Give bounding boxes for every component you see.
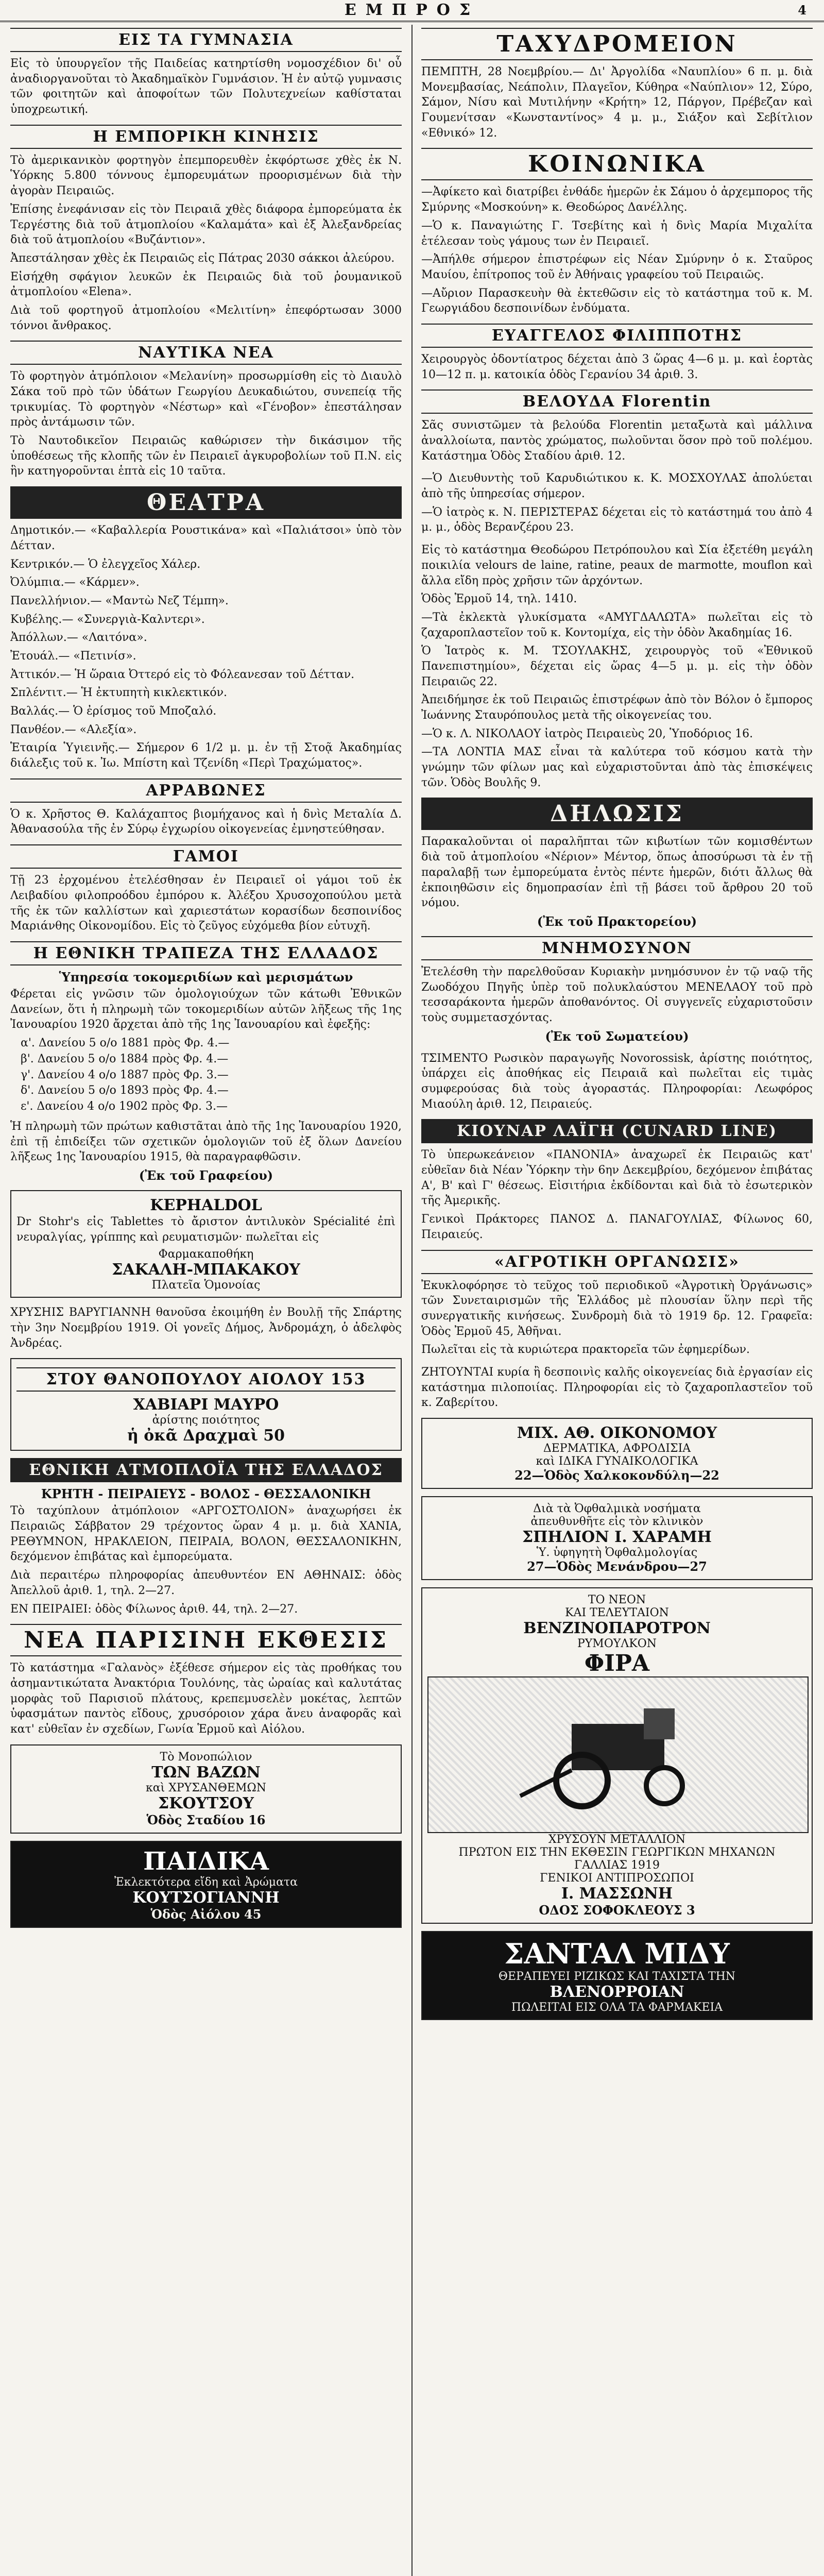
- article-text: Ὁ κ. Χρῆστος Θ. Καλάχαπτος βιομήχανος καὶ ἡ δνὶς Μεταλία Δ. Ἀθανασούλα τῆς ἐν Σύρῳ ἐγχωρίου οἰκογενείας ἐμνηστεύθησαν.: [10, 807, 402, 836]
- article-text: Τὸ ὑπερωκεάνειον «ΠΑΝΟΝΙΑ» ἀναχωρεῖ ἐκ Πειραιῶς κατ' εὐθεῖαν διὰ Νέαν Ὑόρκην τὴν 6ην Δεκεμβρίου, δεχόμενον ἐπιβάτας Α', Β' καὶ Γ' θέσεως. Εἰσιτήρια ἐκδίδονται καὶ διὰ τὸ ἐσωτερικὸν τῆς Ἀμερικῆς.: [421, 1148, 813, 1208]
- ad-text: ΘΕΡΑΠΕΥΕΙ ΡΙΖΙΚΩΣ ΚΑΙ ΤΑΧΙΣΤΑ ΤΗΝ: [498, 1970, 736, 1983]
- list-item: α'. Δανείου 5 ο/ο 1881 πρὸς Φρ. 4.—: [21, 1036, 230, 1049]
- social-item: —Ἀπήλθε σήμερον ἐπιστρέφων εἰς Νέαν Σμύρνην ὁ κ. Σταῦρος Μαυίου, ἐπίτροπος τοῦ ἐν Ἀθήναις γραφείου τοῦ Πειραιῶς.: [421, 253, 813, 281]
- article-text: Τὸ ἀμερικανικὸν φορτηγὸν ἐπεμπορευθὲν ἐκφόρτωσε χθὲς ἐκ Ν. Ὑόρκης 5.800 τόννους ἐμπορευμάτων προορισμένων διὰ τὴν ἀγορὰν Πειραιῶς.: [10, 154, 402, 198]
- commerce-article: [10, 125, 402, 334]
- ad-address: ΟΔΟΣ ΣΟΦΟΚΛΕΟΥΣ 3: [539, 1903, 695, 1918]
- attribution: (Ἐκ τοῦ Γραφείου): [139, 1167, 273, 1183]
- ad-text: ΠΡΩΤΟΝ ΕΙΣ ΤΗΝ ΕΚΘΕΣΙΝ ΓΕΩΡΓΙΚΩΝ ΜΗΧΑΝΩΝ: [458, 1846, 776, 1859]
- article-text: ΖΗΤΟΥΝΤΑΙ κυρία ἢ δεσποινὶς καλῆς οἰκογενείας διὰ ἐργασίαν εἰς κατάστημα πιλοποιίας. Πληροφορίαι εἰς τὸ ζαχαροπλαστεῖον τοῦ κ. Ζαβερίτου.: [421, 1365, 813, 1410]
- column-divider: [411, 25, 413, 2576]
- theatre-item: Δημοτικόν.— «Καβαλλερία Ρουστικάνα» καὶ «Παλιάτσοι» ὑπὸ τὸν Δέτταν.: [10, 524, 402, 552]
- ad-address: Πλατεῖα Ὁμονοίας: [151, 1279, 261, 1292]
- theatre-item: Ἀπόλλων.— «Λαιτόνα».: [10, 631, 147, 645]
- section-subheading: Ὑπηρεσία τοκομεριδίων καὶ μερισμάτων: [59, 969, 353, 985]
- section-heading: «ΑΓΡΟΤΙΚΗ ΟΡΓΑΝΩΣΙΣ»: [421, 1250, 813, 1274]
- ad-title: ΣΑΝΤΑΛ ΜΙΔΥ: [504, 1937, 730, 1970]
- doctor-ad: [421, 1418, 813, 1489]
- ad-text: ΤΟ ΝΕΟΝ: [588, 1594, 646, 1606]
- social-news: [421, 148, 813, 316]
- ad-text: ΧΡΥΣΟΥΝ ΜΕΤΑΛΛΙΟΝ: [548, 1833, 686, 1846]
- post-office: [421, 28, 813, 141]
- caviar-ad: [10, 1358, 402, 1451]
- article-text: Εἰς τὸ κατάστημα Θεοδώρου Πετρόπουλου καὶ Σία ἐξετέθη μεγάλη ποικιλία velours de laine, ratine, peaux de marmotte, mouflon καὶ ἄλλα εἴδη πρὸς χρῆσιν τῶν ἀρχόντων.: [421, 544, 813, 587]
- article-text: Ἐπίσης ἐνεφάνισαν εἰς τὸν Πειραιᾶ χθὲς διάφορα ἐμπορεύματα ἐκ Τεργέστης διὰ τοῦ ἀτμοπλοίου «Καλαμάτα» καὶ ἐξ Ἀλεξανδρείας διὰ τοῦ ἀτμοπλοίου «Βυζάντιον».: [10, 202, 402, 247]
- article-text: Φέρεται εἰς γνῶσιν τῶν ὁμολογιούχων τῶν κάτωθι Ἐθνικῶν Δανείων, ὅτι ἡ πληρωμὴ τῶν τοκομεριδίων αὐτῶν λῆξεως τῆς 1ης Ἰανουαρίου 1920 ἄρχεται ἀπὸ τῆς 1ης Ἰανουαρίου καὶ ἐφεξῆς:: [10, 987, 402, 1031]
- ad-title: KEPHALDOL: [150, 1196, 262, 1214]
- social-item: —Ἀφίκετο καὶ διατρίβει ἐνθάδε ἡμερῶν ἐκ Σάμου ὁ ἀρχεμπορος τῆς Σμύρνης «Μοσκούνη» κ. Θεοδώρος Δανέλλης.: [421, 185, 813, 214]
- section-heading: Η ΕΜΠΟΡΙΚΗ ΚΙΝΗΣΙΣ: [10, 125, 402, 149]
- section-heading: ΔΗΛΩΣΙΣ: [421, 798, 813, 830]
- article-text: —ΤΑ ΛΟΝΤΙΑ ΜΑΣ εἶναι τὰ καλύτερα τοῦ κόσμου κατὰ τὴν γνώμην τῶν φίλων μας καὶ εὐχαριστοῦνται ἀπὸ τὰς ἐπισκέψεις τῶν. Ὁδὸς Βουλῆς 9.: [421, 745, 813, 789]
- theatre-item: Κυβέλης.— «Συνεργιὰ-Καλντερι».: [10, 613, 205, 626]
- ad-brand: ΣΚΟΥΤΣΟΥ: [158, 1794, 254, 1812]
- ad-title: ΒΕΝΖΙΝΟΠΑΡΟΤΡΟΝ: [523, 1619, 711, 1637]
- section-heading: ΘΕΑΤΡΑ: [10, 486, 402, 519]
- ad-text: Dr Stohr's εἰς Tablettes τὸ ἄριστον ἀντιλυκὸν Spécialité ἐπὶ νευραλγίας, γρίππης καὶ ρευματισμῶν· πωλεῖται εἰς: [16, 1215, 396, 1244]
- list-item: β'. Δανείου 5 ο/ο 1884 πρὸς Φρ. 4.—: [21, 1052, 229, 1065]
- tractor-illustration: [427, 1676, 809, 1833]
- page-number: 4: [798, 3, 816, 18]
- misc-notices: [421, 471, 813, 535]
- ad-brand: Ι. ΜΑΣΣΩΝΗ: [561, 1885, 673, 1903]
- list-item: γ'. Δανείου 4 ο/ο 1887 πρὸς Φρ. 3.—: [21, 1068, 229, 1081]
- cunard-line: [421, 1119, 813, 1242]
- article-text: Εἰς τὸ ὑπουργεῖον τῆς Παιδείας κατηρτίσθη νομοσχέδιον δι' οὗ ἀναδιοργανοῦται τὸ Ἀκαδημαϊκὸν Γυμνάσιον. Ἡ ἐν αὐτῷ γυμνασις τῶν φοιτητῶν καὶ ἀποφοίτων τῶν Πολυτεχνείων καθίσταται ὑποχρεωτική.: [10, 57, 402, 116]
- ad-title: ΜΙΧ. ΑΘ. ΟΙΚΟΝΟΜΟΥ: [517, 1424, 717, 1442]
- section-heading: ΒΕΛΟΥΔΑ Florentin: [421, 389, 813, 414]
- theatre-item: Ἐτουάλ.— «Πετινίσ».: [10, 649, 136, 663]
- route: ΚΡΗΤΗ - ΠΕΙΡΑΙΕΥΣ - ΒΟΛΟΣ - ΘΕΣΣΑΛΟΝΙΚΗ: [41, 1486, 371, 1502]
- ad-text: ΡΥΜΟΥΛΚΟΝ: [577, 1637, 657, 1650]
- attribution: (Ἐκ τοῦ Σωματείου): [545, 1028, 689, 1044]
- ad-heading: ΣΤΟΥ ΘΑΝΟΠΟΥΛΟΥ ΑΙΟΛΟΥ 153: [16, 1367, 396, 1392]
- ad-text: ΠΩΛΕΙΤΑΙ ΕΙΣ ΟΛΑ ΤΑ ΦΑΡΜΑΚΕΙΑ: [511, 2001, 723, 2014]
- ad-title: ΤΩΝ ΒΑΖΩΝ: [151, 1763, 261, 1782]
- article-text: Γενικοὶ Πράκτορες ΠΑΝΟΣ Δ. ΠΑΝΑΓΟΥΛΙΑΣ, Φίλωνος 60, Πειραιεύς.: [421, 1213, 813, 1241]
- article-text: Τὸ ταχύπλουν ἀτμόπλοιον «ΑΡΓΟΣΤΟΛΙΟΝ» ἀναχωρήσει ἐκ Πειραιῶς Σάββατον 29 τρέχοντος ὥραν 4 μ. μ. διὰ ΧΑΝΙΑ, ΡΕΘΥΜΝΟΝ, ΗΡΑΚΛΕΙΟΝ, ΠΕΙΡΑΙΑ, ΒΟΛΟΝ, ΘΕΣΣΑΛΟΝΙΚΗΝ, δεχόμενον ἐπιβάτας καὶ ἐμπορεύματα.: [10, 1504, 402, 1564]
- left-column: [10, 25, 402, 2576]
- theatre-item: Σπλέντιτ.— Ἡ ἐκτυπητὴ κικλεκτικόν.: [10, 686, 227, 700]
- ad-price: ἡ ὀκᾶ Δραχμαὶ 50: [127, 1427, 285, 1445]
- article-text: Ἡ πληρωμὴ τῶν πρώτων καθιστᾶται ἀπὸ τῆς 1ης Ἰανουαρίου 1920, ἐπὶ τῇ ἐπιδείξει τῶν σχετικῶν ὁμολογιῶν τοῦ ἐξ ὅλων Δανείου λῆξεως 1ης Ἰανουαρίου 1915, θὰ παραγραφθῶσιν.: [10, 1120, 402, 1164]
- theatre-item: Πανελλήνιον.— «Μαντὼ Νεζ Τέμπη».: [10, 594, 229, 607]
- article-text: Παρακαλοῦνται οἱ παραλῆπται τῶν κιβωτίων τῶν κομισθέντων διὰ τοῦ ἀτμοπλοίου «Νέριον» Μέντορ, ὅπως ἀποσύρωσι τὰ ἐν τῇ παραλαβῇ των ἐμπορεύματα ἐντὸς πέντε ἡμερῶν, διότι ἄλλως θὰ ἐκποιηθῶσιν εἰς δημοπρασίαν ἐπὶ τῇ βάσει τοῦ ἄρθρου 20 τοῦ νόμου.: [421, 835, 813, 910]
- ad-address: Ὁδὸς Σταδίου 16: [146, 1812, 266, 1827]
- engagements: [10, 778, 402, 837]
- article-text: Ἐκυκλοφόρησε τὸ τεῦχος τοῦ περιοδικοῦ «Ἀγροτικὴ Ὀργάνωσις» τῶν Συνεταιρισμῶν τῆς Ἑλλάδος μὲ πλουσίαν ὕλην περὶ τῆς συνεργατικῆς κινήσεως. Συνδρομὴ διὰ τὸ 1919 δρ. 12. Γραφεῖα: Ὁδὸς Ἐρμοῦ 45, Ἀθῆναι.: [421, 1279, 813, 1338]
- attribution: (Ἐκ τοῦ Πρακτορείου): [537, 913, 697, 929]
- ad-text: Διὰ τὰ Ὀφθαλμικὰ νοσήματα: [533, 1502, 701, 1515]
- ad-brand: ΣΠΗΛΙΟΝ Ι. ΧΑΡΑΜΗ: [522, 1528, 712, 1546]
- article-text: —Τὰ ἐκλεκτὰ γλυκίσματα «ΑΜΥΓΔΑΛΩΤΑ» πωλεῖται εἰς τὸ ζαχαροπλαστεῖον τοῦ κ. Κοντομίχα, εἰς τὴν ὁδὸν Ἀκαδημίας 16.: [421, 611, 813, 639]
- tractor-icon: [510, 1693, 726, 1817]
- dentist-notice: [421, 324, 813, 382]
- ophthalmology-ad: [421, 1496, 813, 1580]
- theatre-item: Κεντρικόν.— Ὁ ἐλεγχεῖος Χάλερ.: [10, 557, 201, 571]
- ad-address: 22—Ὁδὸς Χαλκοκονδύλη—22: [514, 1468, 719, 1483]
- section-heading: ΜΝΗΜΟΣΥΝΟΝ: [421, 936, 813, 960]
- article-text: ΤΣΙΜΕΝΤΟ Ρωσικὸν παραγωγῆς Novorossisk, ἀρίστης ποιότητος, ὑπάρχει εἰς ἀποθήκας εἰς Πειραιᾶ καὶ πωλεῖται εἰς τιμὰς συμφερούσας διὰ τοὺς ἀγοραστάς. Πληροφορίαι: Λεωφόρος Μιαούλη ἀριθ. 12, Πειραιεύς.: [421, 1052, 813, 1111]
- article-text: —Ὁ Διευθυντὴς τοῦ Καρυδιώτικου κ. Κ. ΜΟΣΧΟΥΛΑΣ ἀπολύεται ἀπὸ τῆς ὑπηρεσίας σήμερον.: [421, 472, 813, 501]
- gymnasia-article: [10, 28, 402, 117]
- ad-text: ἀπευθυνθῆτε εἰς τὸν κλινικὸν: [530, 1515, 703, 1528]
- article-text: Ὁδὸς Ἑρμοῦ 14, τηλ. 1410.: [421, 592, 577, 606]
- article-text: —Ὁ κ. Λ. ΝΙΚΟΛΑΟΥ ἰατρὸς Πειραιεὺς 20, Ὑποδόριος 16.: [421, 727, 753, 740]
- article-text: —Ὁ ἰατρὸς κ. Ν. ΠΕΡΙΣΤΕΡΑΣ δέχεται εἰς τὸ κατάστημά του ἀπὸ 4 μ. μ., ὁδὸς Βερανζέρου 23.: [421, 505, 813, 534]
- naval-news: [10, 341, 402, 479]
- shipping-notice: [10, 1458, 402, 1617]
- article-text: Ἀπειδήμησε ἐκ τοῦ Πειραιῶς ἐπιστρέφων ἀπὸ τὸν Βόλον ὁ ἔμπορος Ἰωάννης Σταυρόπουλος μετὰ τῆς οἰκογενείας του.: [421, 693, 813, 722]
- wanted-notice: [421, 1365, 813, 1411]
- article-text: Χειρουργὸς ὀδοντίατρος δέχεται ἀπὸ 3 ὥρας 4—6 μ. μ. καὶ ἑορτὰς 10—12 π. μ. κατοικία ὁδὸς Γερανίου 34 ἀριθ. 3.: [421, 352, 813, 381]
- theatre-item: Ἑταιρία Ὑγιεινῆς.— Σήμερον 6 1/2 μ. μ. ἐν τῇ Στοᾷ Ἀκαδημίας διάλεξις τοῦ κ. Ἰω. Μπίστη καὶ Τζενίδη «Περὶ Τραχώματος».: [10, 741, 402, 770]
- ad-text: Ὑ. ὑφηγητὴ Ὀφθαλμολογίας: [536, 1546, 698, 1559]
- right-column: [421, 25, 813, 2576]
- section-heading: ΤΑΧΥΔΡΟΜΕΙΟΝ: [421, 28, 813, 60]
- cement-notice: [421, 1051, 813, 1112]
- ad-text: καὶ ΙΔΙΚΑ ΓΥΝΑΙΚΟΛΟΓΙΚΑ: [536, 1455, 698, 1468]
- kephaldol-ad: [10, 1190, 402, 1298]
- article-text: Ἐτελέσθη τὴν παρελθοῦσαν Κυριακὴν μνημόσυνον ἐν τῷ ναῷ τῆς Ζωοδόχου Πηγῆς ὑπὲρ τοῦ πολυκλαύστου ΜΕΝΕΛΑΟΥ τοῦ πρὸ τεσσαράκοντα ἡμερῶν ἀποθανόντος. Οἱ συγγενεῖς εὐχαριστοῦσιν τοὺς συμμετασχόντας.: [421, 965, 813, 1024]
- article-text: Πωλεῖται εἰς τὰ κυριώτερα πρακτορεῖα τῶν ἐφημερίδων.: [421, 1343, 750, 1357]
- ad-title: ΧΑΒΙΑΡΙ ΜΑΥΡΟ: [133, 1396, 279, 1414]
- article-text: Τὸ κατάστημα «Γαλανὸς» ἐξέθεσε σήμερον εἰς τὰς προθήκας του ἀσημαντικώτατα Ἀνακτόρια Τουλόνης, τὰς ὠραίας καὶ καλυτάτας μορφὰς τοῦ Παρισιοῦ πλάτους, κρεπεμυσελὲν μοκέτας, λεπτῶν ὑφασμάτων παντὸς εἴδους, χρυσόροιον χάρα ἄνευ ἀναφορᾶς καὶ κατ' εὐθεῖαν ἐν σχεδίων, Γωνία Ἑρμοῦ καὶ Αἰόλου.: [10, 1662, 402, 1736]
- obituary: [10, 1305, 402, 1351]
- article-text: Σᾶς συνιστῶμεν τὰ βελούδα Florentin μεταξωτὰ καὶ μάλλινα ἀναλλοίωτα, παντὸς χρώματος, πωλοῦνται ὅσον πρὸ τοῦ πολέμου. Κατάστημα Ὁδὸς Σταδίου ἀριθ. 12.: [421, 419, 813, 463]
- memorial: [421, 936, 813, 1044]
- list-item: δ'. Δανείου 5 ο/ο 1893 πρὸς Φρ. 4.—: [21, 1084, 229, 1097]
- theatre-item: Βαλλάς.— Ὁ ἐρίσμος τοῦ Μποζαλό.: [10, 705, 217, 718]
- section-heading: Η ΕΘΝΙΚΗ ΤΡΑΠΕΖΑ ΤΗΣ ΕΛΛΑΔΟΣ: [10, 941, 402, 965]
- section-heading: ΝΑΥΤΙΚΑ ΝΕΑ: [10, 341, 402, 365]
- ad-text: Φαρμακαποθήκη: [158, 1248, 254, 1261]
- newspaper-title: ΕΜΠΡΟΣ: [344, 1, 480, 19]
- theatre-item: Πανθέον.— «Αλεξία».: [10, 723, 137, 736]
- ad-text: Τὸ Μονοπώλιον: [160, 1750, 252, 1764]
- ad-text: ΓΑΛΛΙΑΣ 1919: [574, 1859, 660, 1872]
- section-heading: ΓΑΜΟΙ: [10, 844, 402, 869]
- shop-notices: [421, 543, 813, 790]
- theatre-item: Ὀλύμπια.— «Κάρμεν».: [10, 576, 140, 589]
- article-text: Εἰσήχθη σφάγιον λευκῶν ἐκ Πειραιῶς διὰ τοῦ ῥουμανικοῦ ἀτμοπλοίου «Elena».: [10, 270, 402, 299]
- section-heading: ΚΙΟΥΝΑΡ ΛΑΪΓΗ (CUNARD LINE): [421, 1119, 813, 1143]
- article-text: ΕΝ ΠΕΙΡΑΙΕΙ: ὁδὸς Φίλωνος ἀριθ. 44, τηλ. 2—27.: [10, 1602, 298, 1616]
- agrarian-org: [421, 1250, 813, 1358]
- article-text: Τὸ Ναυτοδικεῖον Πειραιῶς καθώρισεν τὴν δικάσιμον τῆς ὑποθέσεως τῆς κλοπῆς τῶν ἐν Πειραιεῖ ἀγκυροβολίων τοῦ Π.Ν. εἰς ἣν κατηγοροῦνται ἑπτὰ εἰς 10 ταῦτα.: [10, 434, 402, 478]
- national-bank-notice: [10, 941, 402, 1183]
- article-text: Τῇ 23 ἐρχομένου ἐτελέσθησαν ἐν Πειραιεῖ οἱ γάμοι τοῦ ἐκ Λειβαδίου φιλοπροόδου ἐμπόρου κ. Ἀλέξου Χρυσοχοπούλου μετὰ τῆς ἐκ τῶν καλλίστων καὶ χαριεστάτων κορασίδων δεσποινίδος Μαριάνθης Οἰκονομίδου. Εἰς τὸ ζεῦγος εὐχόμεθα βίον εὐτυχῆ.: [10, 874, 402, 933]
- ad-address: Ὁδὸς Αἰόλου 45: [150, 1906, 262, 1922]
- ad-text: καὶ ΧΡΥΣΑΝΘΕΜΩΝ: [145, 1781, 267, 1794]
- ad-address: 27—Ὁδὸς Μενάνδρου—27: [527, 1559, 707, 1574]
- social-item: —Ὁ κ. Παναγιώτης Γ. Τσεβίτης καὶ ἡ δνὶς Μαρία Μιχαλίτα ἐτέλεσαν τοὺς γάμους των ἐν Πειραιεῖ.: [421, 219, 813, 248]
- ad-brand: ΦΙΡΑ: [584, 1650, 650, 1676]
- section-heading: ΑΡΡΑΒΩΝΕΣ: [10, 778, 402, 803]
- article-text: Ἀπεστάλησαν χθὲς ἐκ Πειραιῶς εἰς Πάτρας 2030 σάκκοι ἀλεύρου.: [10, 251, 395, 265]
- paris-exhibition: [10, 1624, 402, 1737]
- section-heading: ΝΕΑ ΠΑΡΙΣΙΝΗ ΕΚΘΕΣΙΣ: [10, 1624, 402, 1656]
- theatres-listing: [10, 486, 402, 771]
- ad-brand: ΣΑΚΑΛΗ-ΜΠΑΚΑΚΟΥ: [112, 1261, 300, 1279]
- article-text: Διὰ τοῦ φορτηγοῦ ἀτμοπλοίου «Μελιτίνη» ἐπεφόρτωσαν 3000 τόννοι ἄνθρακος.: [10, 303, 402, 332]
- article-text: Διὰ περαιτέρω πληροφορίας ἀπευθυντέον ΕΝ ΑΘΗΝΑΙΣ: ὁδὸς Ἀπελλοῦ ἀριθ. 1, τηλ. 2—27.: [10, 1569, 402, 1597]
- paidika-ad: [10, 1841, 402, 1928]
- social-item: —Αὔριον Παρασκευὴν θὰ ἐκτεθῶσιν εἰς τὸ κατάστημα τοῦ κ. Μ. Γεωργιάδου δεσποινίδων ἐνδύματα.: [421, 286, 813, 315]
- loan-list: [10, 1036, 402, 1115]
- article-text: Τὸ φορτηγὸν ἀτμόπλοιον «Μελανίνη» προσωρμίσθη εἰς τὸ Διαυλὸ Σάκα τοῦ πρὸ τῶν ὑδάτων Γεωργίου Δευκαδιώτου, συνεπείᾳ τῆς τρικυμίας. Τὸ φορτηγὸν «Νέστωρ» καὶ «Γένοβον» ἐπεστάλησαν πρὸς ἀντάμωσιν τῶν.: [10, 370, 402, 429]
- velvet-notice: [421, 389, 813, 464]
- ad-text: Ἐκλεκτότερα εἴδη καὶ Ἀρώματα: [114, 1875, 298, 1889]
- article-text: ΧΡΥΣΗΙΣ ΒΑΡΥΓΙΑΝΝΗ θανοῦσα ἐκοιμήθη ἐν Βουλῇ τῆς Σπάρτης τὴν 3ην Νοεμβρίου 1919. Οἱ γονεῖς Δήμος, Ἀνδρομάχη, ὁ ἀδελφὸς Ἀνδρέας.: [10, 1306, 402, 1350]
- ad-title: ΠΑΙΔΙΚΑ: [143, 1846, 269, 1876]
- ad-brand: ΚΟΥΤΣΟΓΙΑΝΝΗ: [132, 1888, 280, 1907]
- section-heading: ΕΘΝΙΚΗ ΑΤΜΟΠΛΟΪΑ ΤΗΣ ΕΛΛΑΔΟΣ: [10, 1458, 402, 1482]
- ad-text: ΚΑΙ ΤΕΛΕΥΤΑΙΟΝ: [565, 1606, 669, 1619]
- section-heading: ΕΥΑΓΓΕΛΟΣ ΦΙΛΙΠΠΟΤΗΣ: [421, 324, 813, 348]
- ad-text: ΓΕΝΙΚΟΙ ΑΝΤΙΠΡΟΣΩΠΟΙ: [540, 1872, 694, 1885]
- declaration: [421, 798, 813, 928]
- vases-ad: [10, 1744, 402, 1834]
- list-item: ε'. Δανείου 4 ο/ο 1902 πρὸς Φρ. 3.—: [21, 1100, 228, 1113]
- theatre-item: Ἀττικόν.— Ἡ ὥραια Ὀττερό εἰς τὸ Φόλεανεσαν τοῦ Δέτταν.: [10, 668, 355, 681]
- santal-ad: [421, 1931, 813, 2020]
- ad-text: ἀρίστης ποιότητος: [152, 1414, 260, 1427]
- article-text: ΠΕΜΠΤΗ, 28 Νοεμβρίου.— Δι' Ἀργολίδα «Ναυπλίου» 6 π. μ. διὰ Μονεμβασίας, Νεάπολιν, Πλαγεῖον, Κύθηρα «Ναύπλιον» 12, Σύρο, Σάμον, Νίσυ καὶ Μυτιλήνην «Κρήτη» 12, Πάργον, Πρέβεζαν καὶ Γουμενίτσαν «Κωνσταντίνος» 4 μ. μ., Σιάξον καὶ Σεβίτλιον «Εθνικό» 12.: [421, 65, 813, 140]
- weddings: [10, 844, 402, 934]
- article-text: Ὁ Ἰατρὸς κ. Μ. ΤΣΟΥΛΑΚΗΣ, χειρουργὸς τοῦ «Ἐθνικοῦ Πανεπιστημίου», δέχεται εἰς ὥρας 4—5 μ. μ. εἰς τὴν ὁδὸν Πειραιῶς 22.: [421, 645, 813, 688]
- masthead: [0, 0, 824, 22]
- plough-ad: [421, 1587, 813, 1924]
- ad-text: ΔΕΡΜΑΤΙΚΑ, ΑΦΡΟΔΙΣΙΑ: [543, 1442, 691, 1455]
- ad-brand: ΒΛΕΝΟΡΡΟΙΑΝ: [550, 1983, 684, 2001]
- section-heading: ΕΙΣ ΤΑ ΓΥΜΝΑΣΙΑ: [10, 28, 402, 52]
- section-heading: ΚΟΙΝΩΝΙΚΑ: [421, 148, 813, 180]
